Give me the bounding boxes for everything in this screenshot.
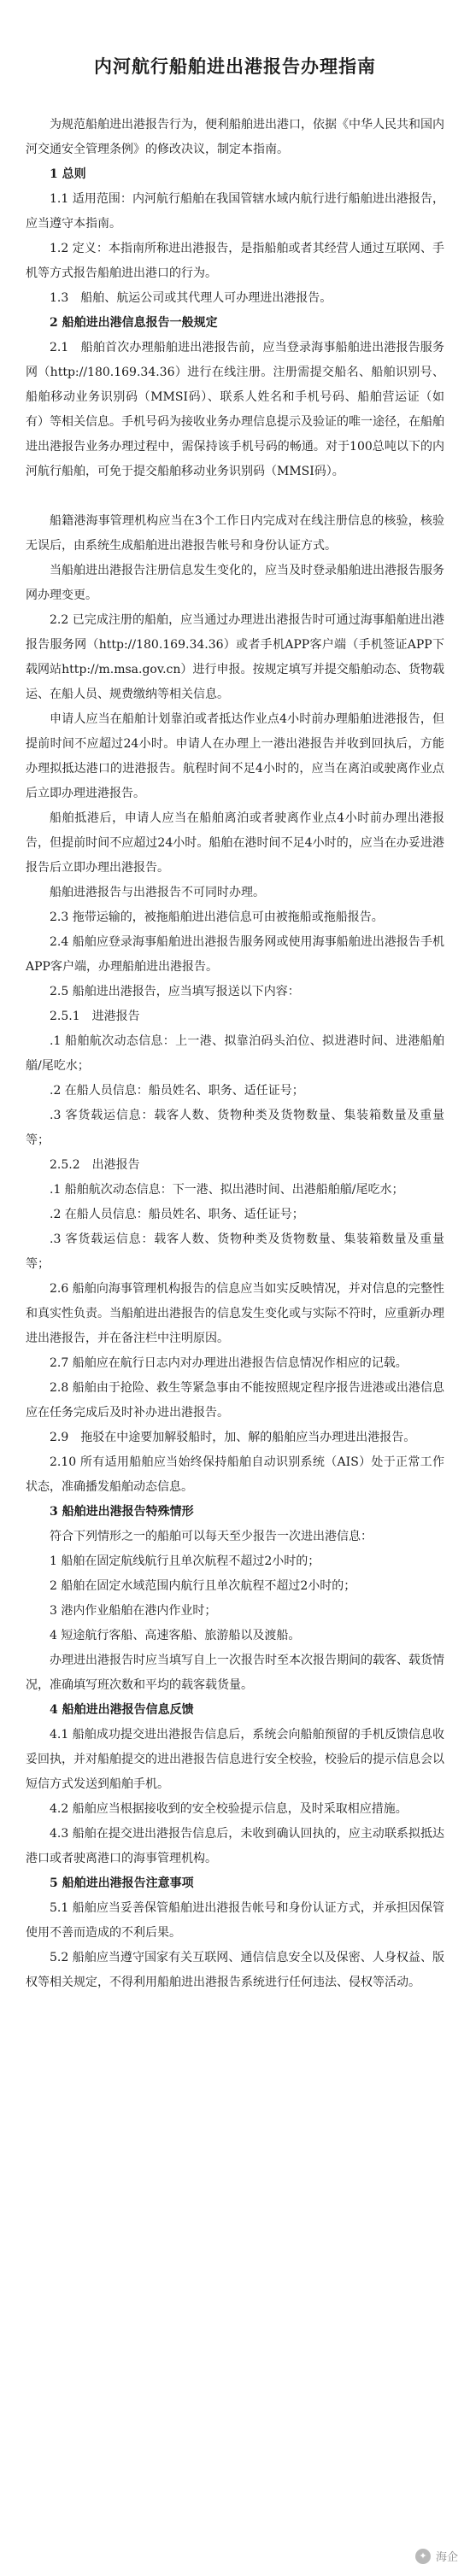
paragraph: .2 在船人员信息：船员姓名、职务、适任证号； — [50, 1208, 304, 1221]
paragraph: 2.6 船舶向海事管理机构报告的信息应当如实反映情况，并对信息的完整性和真实性负责。当船舶进出港报告的信息发生变化或与实际不符时，应重新办理进出港报告，并在备注栏中注明原因。 — [26, 1282, 444, 1345]
paragraph: .3 客货载运信息：载客人数、货物种类及货物数量、集装箱数量及重量等； — [26, 1109, 444, 1147]
paragraph: 4.2 船舶应当根据接收到的安全校验提示信息，及时采取相应措施。 — [50, 1802, 408, 1816]
paragraph: 符合下列情形之一的船舶可以每天至少报告一次进出港信息： — [50, 1530, 373, 1543]
paragraph: 5.2 船舶应当遵守国家有关互联网、通信信息安全以及保密、人身权益、版权等相关规定，不得利用船舶进出港报告系统进行任何违法、侵权等活动。 — [26, 1951, 444, 1989]
paragraph: 2 船舶在固定水域范围内航行且单次航程不超过2小时的； — [50, 1579, 356, 1593]
paragraph: 船舶抵港后，申请人应当在船舶离泊或者驶离作业点4小时前办理出港报告，但提前时间不应超过24小时。船舶在港时间不足4小时的，应当在办妥进港报告后立即办理出港报告。 — [26, 811, 444, 875]
section-heading: 1 总则 — [50, 167, 86, 181]
paragraph: 2.4 船舶应登录海事船舶进出港报告服务网或使用海事船舶进出港报告手机APP客户端，办理船舶进出港报告。 — [26, 935, 444, 974]
section-heading: 4 船舶进出港报告信息反馈 — [50, 1703, 194, 1717]
watermark-text: 海企 — [435, 2551, 458, 2564]
paragraph: 当船舶进出港报告注册信息发生变化的，应当及时登录船舶进出港报告服务网办理变更。 — [26, 564, 444, 602]
paragraph: 2.5.1 进港报告 — [50, 1010, 140, 1023]
section-heading: 3 船舶进出港报告特殊情形 — [50, 1505, 194, 1519]
watermark-logo-icon: ✦ — [415, 2549, 431, 2564]
paragraph: 船籍港海事管理机构应当在3个工作日内完成对在线注册信息的核验，核验无误后，由系统生成船舶进出港报告帐号和身份认证方式。 — [26, 514, 444, 553]
blank-line — [26, 484, 444, 509]
paragraph: 4.1 船舶成功提交进出港报告信息后，系统会向船舶预留的手机反馈信息收妥回执，并对船舶提交的进出港报告信息进行安全校验，校验后的提示信息会以短信方式发送到船舶手机。 — [26, 1728, 444, 1791]
paragraph: 3 港内作业船舶在港内作业时； — [50, 1604, 217, 1618]
paragraph: 申请人应当在船舶计划靠泊或者抵达作业点4小时前办理船舶进港报告，但提前时间不应超过24小时。申请人在办理上一港出港报告并收到回执后，方能办理拟抵达港口的进港报告。航程时间不足4小时的，应当在离泊或驶离作业点后立即办理进港报告。 — [26, 712, 444, 800]
paragraph: 1.3 船舶、航运公司或其代理人可办理进出港报告。 — [50, 291, 332, 305]
section-heading: 2 船舶进出港信息报告一般规定 — [50, 316, 218, 330]
document-body — [26, 113, 444, 1995]
paragraph: 2.3 拖带运输的，被拖船舶进出港信息可由被拖船或拖船报告。 — [50, 910, 384, 924]
paragraph: 为规范船舶进出港报告行为，便利船舶进出港口，依据《中华人民共和国内河交通安全管理条例》的修改决议，制定本指南。 — [26, 118, 444, 156]
paragraph: 办理进出港报告时应当填写自上一次报告时至本次报告期间的载客、载货情况，准确填写班次数和平均的载客载货量。 — [26, 1654, 444, 1692]
document-title: 内河航行船舶进出港报告办理指南 — [94, 56, 376, 77]
paragraph: 2.5 船舶进出港报告，应当填写报送以下内容： — [50, 985, 300, 998]
paragraph: 4.3 船舶在提交进出港报告信息后，未收到确认回执的，应主动联系拟抵达港口或者驶离港口的海事管理机构。 — [26, 1827, 444, 1865]
watermark — [415, 2548, 458, 2564]
paragraph: 2.5.2 出港报告 — [50, 1158, 140, 1172]
paragraph: 1.2 定义：本指南所称进出港报告，是指船舶或者其经营人通过互联网、手机等方式报告船舶进出港口的行为。 — [26, 242, 444, 280]
paragraph: .3 客货载运信息：载客人数、货物种类及货物数量、集装箱数量及重量等； — [26, 1232, 444, 1271]
paragraph: 2.2 已完成注册的船舶，应当通过办理进出港报告时可通过海事船舶进出港报告服务网（http://180.169.34.36）或者手机APP客户端（手机签证APP下载网站http://m.msa.gov.cn）进行申报。按规定填写并提交船舶动态、货物载运、在船人员、规费缴纳等相关信息。 — [26, 613, 444, 701]
paragraph: 4 短途航行客船、高速客船、旅游船以及渡船。 — [50, 1629, 301, 1642]
paragraph: 5.1 船舶应当妥善保管船舶进出港报告帐号和身份认证方式，并承担因保管使用不善而造成的不利后果。 — [26, 1901, 444, 1940]
section-heading: 5 船舶进出港报告注意事项 — [50, 1876, 194, 1890]
paragraph: 2.10 所有适用船舶应当始终保持船舶自动识别系统（AIS）处于正常工作状态，准确播发船舶动态信息。 — [26, 1455, 444, 1494]
paragraph: 2.1 船舶首次办理船舶进出港报告前，应当登录海事船舶进出港报告服务网（http://180.169.34.36）进行在线注册。注册需提交船名、船舶识别号、船舶移动业务识别码（MMSI码）、联系人姓名和手机号码、船舶营运证（如有）等相关信息。手机号码为接收业务办理信息提示及验证的唯一途径，在船舶进出港报告业务办理过程中，需保持该手机号码的畅通。对于100总吨以下的内河航行船舶，可免于提交船舶移动业务识别码（MMSI码）。 — [26, 341, 444, 478]
paragraph: 1.1 适用范围：内河航行船舶在我国管辖水域内航行进行船舶进出港报告，应当遵守本指南。 — [26, 192, 444, 231]
paragraph: .2 在船人员信息：船员姓名、职务、适任证号； — [50, 1084, 304, 1098]
paragraph: 1 船舶在固定航线航行且单次航程不超过2小时的； — [50, 1554, 320, 1568]
paragraph: 2.7 船舶应在航行日志内对办理进出港报告信息情况作相应的记载。 — [50, 1356, 408, 1370]
paragraph: 2.9 拖驳在中途要加解驳船时，加、解的船舶应当办理进出港报告。 — [50, 1431, 416, 1444]
paragraph: .1 船舶航次动态信息：下一港、拟出港时间、出港船舶艏/尾吃水； — [50, 1183, 404, 1197]
paragraph: .1 船舶航次动态信息：上一港、拟靠泊码头泊位、拟进港时间、进港船舶艏/尾吃水； — [26, 1034, 444, 1073]
paragraph: 船舶进港报告与出港报告不可同时办理。 — [50, 886, 265, 899]
paragraph: 2.8 船舶由于抢险、救生等紧急事由不能按照规定程序报告进港或出港信息应在任务完成后及时补办进出港报告。 — [26, 1381, 444, 1420]
